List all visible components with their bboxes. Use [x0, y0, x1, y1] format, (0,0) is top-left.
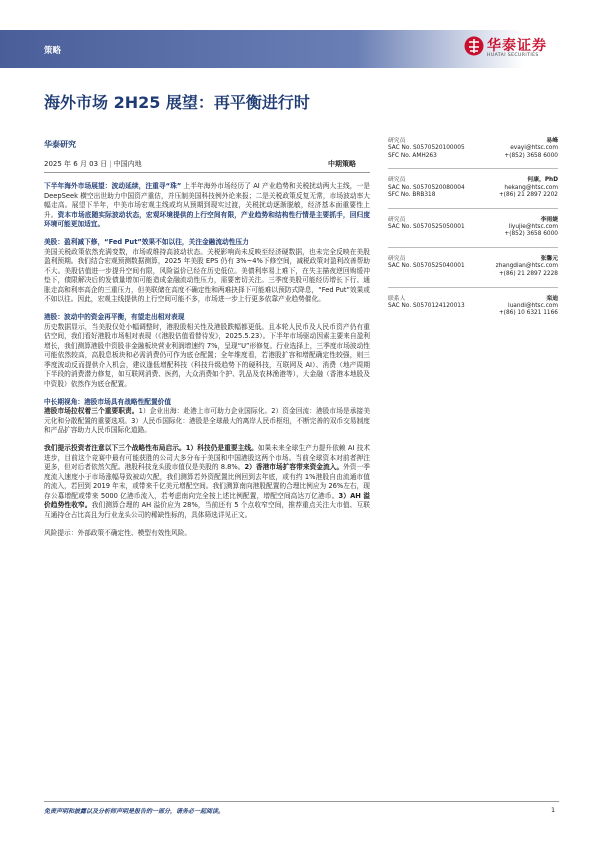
analyst-name: 栾迪	[546, 295, 558, 302]
report-type: 中期策略	[328, 160, 356, 168]
report-region: 中国内地	[113, 160, 142, 168]
divider	[388, 168, 558, 169]
section-heading: 下半年海外市场展望：波动延续，注重寻“珠”	[44, 182, 182, 190]
report-date: 2025 年 6 月 03 日	[44, 160, 108, 168]
huatai-logo	[464, 34, 574, 62]
analyst-phone: +(86) 10 6321 1166	[498, 310, 558, 317]
analyst-name: 李雨婕	[540, 216, 558, 223]
section-heading: 美股：盈利减下修，“Fed Put”效果不如以往，关注金融流动性压力	[44, 238, 249, 246]
point-3-text: 我们测算合理的 AH 溢价应为 28%，当前还有 5 个点收窄空间，推荐重点关注大市值、互联互通持仓占比高且为行业龙头公司的稀缺性标的，具体筛选详见正文。	[44, 501, 370, 519]
analyst-email[interactable]: evayi@htsc.com	[510, 145, 558, 152]
section-us-stocks	[44, 238, 370, 305]
analyst-email[interactable]: liyujie@htsc.com	[508, 224, 558, 231]
analyst-phone: +(852) 3658 6000	[504, 152, 558, 159]
huatai-logo-icon	[464, 36, 484, 56]
risk-note: 风险提示：外部政策不确定性、模型有效性风险。	[44, 528, 192, 537]
footer-disclaimer[interactable]: 免责声明和披露以及分析师声明是报告的一部分，请务必一起阅读。	[44, 808, 225, 815]
divider	[44, 172, 370, 173]
point-2-head: 2）香港市场扩容带来资金流入。	[244, 463, 344, 471]
footer-divider	[44, 801, 559, 802]
divider	[388, 287, 558, 288]
point-1-text: 如果未来全球生产力提升依赖 AI 技术进步，目前这个竞赛中最有可能获胜的公司大多分布于美国和中国港股这两个市场。当前全球资本对前者押注更多，但对后者依然欠配。港股科技龙头股市值仅是美股的 8.8%。	[44, 444, 371, 471]
analyst-sac: SAC No. S0570520080004	[388, 184, 465, 191]
report-category-tag: 策略	[44, 46, 62, 56]
date-line: 2025 年 6 月 03 日 | 中国内地	[44, 160, 142, 168]
research-label: 华泰研究	[44, 140, 76, 149]
analyst-role: 研究员	[388, 256, 406, 263]
analyst-name: 张馨元	[540, 256, 558, 263]
divider	[388, 247, 558, 248]
analyst-role: 联系人	[388, 295, 406, 302]
analyst-sac: SAC No. S0570124120013	[388, 302, 465, 309]
analyst-email[interactable]: luandi@htsc.com	[508, 302, 558, 309]
analyst-card	[388, 177, 558, 199]
brand-name-en: HUATAI SECURITIES	[487, 53, 539, 58]
report-body	[44, 182, 370, 547]
section-bold-text: 资本市场底随实际波动状态，宏观环境提供的上行空间有限，产业趋势和结构性行情是主要抓手，回归度环境可能更加适宜。	[44, 210, 371, 228]
analyst-phone: +(86) 21 2897 2202	[498, 191, 558, 198]
analyst-email[interactable]: hekang@htsc.com	[504, 184, 558, 191]
analyst-panel	[388, 138, 558, 326]
analyst-card	[388, 296, 558, 318]
section-text: 上半年海外市场经历了 AI 产业趋势和关税扰动两大主线，一是 DeepSeek 横空出世助力中国资产重估，并压制美国科技例外论来报；二是关税政策反复无常，市场波动率大幅走高。展望下半年，中美市场宏观主线或均从预期到现实过渡，关税扰动逐渐脱敏，经济基本面重要性上升。	[44, 182, 370, 219]
analyst-card	[388, 256, 558, 278]
analyst-email[interactable]: zhangdian@htsc.com	[495, 263, 558, 270]
analyst-sfc: SFC No. AMH263	[388, 152, 437, 159]
section-hk-stocks	[44, 313, 370, 389]
section-lead: 我们提示投资者注意以下三个战略性布局启示。	[44, 444, 186, 452]
section-long-term	[44, 398, 370, 436]
analyst-card	[388, 217, 558, 239]
point-2-text: 外资一季度流入速度小于市场涨幅导致被动欠配，我们测算若外资配置比例回到去年底，或有约 1%港股自由流通市值的流入，若回到 2019 年末，或带来千亿美元增配空间。我们测算南向港股配置的合理比例应为 26%左右，现存公募增配或带来 5000 亿港币流入，若考虑南向完全按上述比例配置，增配空间高达万亿港币。	[44, 463, 370, 500]
section-text: 历史数据显示，当美股仅处小幅调整时，港股股相关性及港股跌幅都更低。且本轮人民币及人民币资产仍有重估空间，我们看好港股市场相对表现（《港股估值看替待发》，2025.5.23）。下半年市场驱动因素主要来自盈利增长，我们测算港股中资股非金融板块营业利润增速约 7%，呈现“U”形修复。行业选择上，三季度市场波动性可能依然较高，高股息板块和必需消费仍可作为底仓配置；全年维度看，若港股扩容和增配确定性较强，则三季度波动反而提供介入机会，建议逢低增配科技（科技升级趋势下的硬科技，互联网及 AI）、消费（地产周期下半段的消费潜力修复，如互联网消费、医药，大众消费如个护、乳品及农林渔港等），大金融（香港本地股及中资股）依然作为底仓配置。	[44, 322, 370, 388]
analyst-name: 何康，PhD	[527, 177, 558, 184]
analyst-role: 研究员	[388, 216, 406, 223]
point-1-head: 1）科技仍是重要主线。	[185, 444, 258, 452]
analyst-sfc: SFC No. BRB318	[388, 191, 436, 198]
section-text: 美国关税政策依然充满变数，市场或维持高波动状态。关税影响尚未反映至经济硬数据，也未完全反映在美股盈利预期。我们结合宏观预测数据测算，2025 年美股 EPS 仍有 3%~4%下修空间，减税政策对盈利改善帮助不大。美股估值进一步提升空间有限，风险溢价已经在历史低位。美债利率易上难下，在失主描夜逆回购缓冲垫下，债限解决后的发债量增加可能造成金融流动性压力，需要密切关注。三季度美股可能经历增长下行、通胀走高和利率高企的三重压力，但美联储在高度不确定性和两难抉择下可能难以预防式降息，“Fed Put”效果或不如以往。因此，宏观主线提供的上行空间可能不多，市场进一步上行更多依靠产业趋势催化。	[44, 247, 370, 303]
section-subheading: 港股市场拉权着三个重要职责。	[44, 407, 139, 415]
analyst-role: 研究员	[388, 138, 406, 144]
analyst-phone: +(852) 3658 6000	[504, 231, 558, 238]
section-text: 1）企业出海：赴港上市可助力企业国际化。2）资金回流：港股市场是承接美元化和分散配置的重要选项。3）人民币国际化：港股是全球最大的离岸人民币枢纽，不断完善的双币交易制度和产品扩容助力人民币国际化道路。	[44, 407, 371, 434]
analyst-sac: SAC No. S0570525040001	[388, 263, 465, 270]
analyst-name: 易峰	[546, 138, 558, 144]
analyst-card	[388, 138, 558, 160]
analyst-sac: SAC No. S0570520100005	[388, 145, 465, 152]
analyst-role: 研究员	[388, 177, 406, 184]
analyst-phone: +(86) 21 2897 2228	[498, 270, 558, 277]
divider	[388, 208, 558, 209]
section-heading: 港股：波动中的资金再平衡，有望走出相对表现	[44, 313, 185, 321]
point-3-head: 3）AH 溢价趋势性收窄。	[44, 491, 370, 509]
section-strategy	[44, 444, 370, 520]
brand-name-cn: 华泰证券	[487, 38, 547, 54]
report-title: 海外市场 2H25 展望：再平衡进行时	[44, 93, 310, 112]
analyst-sac: SAC No. S0570525050001	[388, 224, 465, 231]
page-number: 1	[551, 806, 556, 814]
section-heading: 中长期视角：港股市场具有战略性配置价值	[44, 397, 172, 406]
section-outlook	[44, 182, 370, 230]
